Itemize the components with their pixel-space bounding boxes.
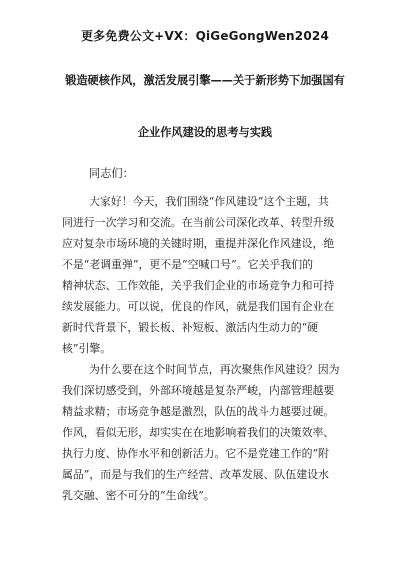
paragraph-line: 为什么要在这个时间节点，再次聚焦作风建设？因为 xyxy=(89,363,340,376)
document-title-line-1: 锻造硬核作风，激活发展引擎——关于新形势下加强国有 xyxy=(65,74,345,87)
paragraph-line: 不是“老调重弹”，更不是“空喊口号”。它关乎我们的 xyxy=(62,258,313,271)
header-watermark-text: 更多免费公文+VX：QiGeGongWen2024 xyxy=(80,29,329,43)
paragraph-line: 执行力度、协作水平和创新活力。它不是党建工作的“附 xyxy=(62,447,329,460)
paragraph-line: 应对复杂市场环境的关键时期，重提并深化作风建设，绝 xyxy=(62,237,335,250)
paragraph-line: 同进行一次学习和交流。在当前公司深化改革、转型升级 xyxy=(62,216,335,229)
paragraph-line: 我们深切感受到，外部环境越是复杂严峻，内部管理越要 xyxy=(62,384,335,397)
salutation: 同志们： xyxy=(89,167,134,180)
paragraph-line: 作风，看似无形，却实实在在地影响着我们的决策效率、 xyxy=(62,426,335,439)
paragraph-line: 精神状态、工作效能，关乎我们企业的市场竞争力和可持 xyxy=(62,279,335,292)
paragraph-line: 大家好！今天，我们围绕“作风建设”这个主题，共 xyxy=(89,195,329,208)
paragraph-line: 续发展能力。可以说，优良的作风，就是我们国有企业在 xyxy=(62,300,335,313)
paragraph-line: 乳交融、密不可分的“生命线”。 xyxy=(62,489,215,502)
paragraph-line: 新时代背景下，锻长板、补短板、激活内生动力的“硬 xyxy=(62,321,319,334)
document-title-line-2: 企业作风建设的思考与实践 xyxy=(137,126,273,139)
paragraph-line: 核”引擎。 xyxy=(62,342,112,355)
paragraph-line: 精益求精；市场竞争越是激烈，队伍的战斗力越要过硬。 xyxy=(62,405,335,418)
paragraph-line: 属品”，而是与我们的生产经营、改革发展、队伍建设水 xyxy=(62,468,329,481)
